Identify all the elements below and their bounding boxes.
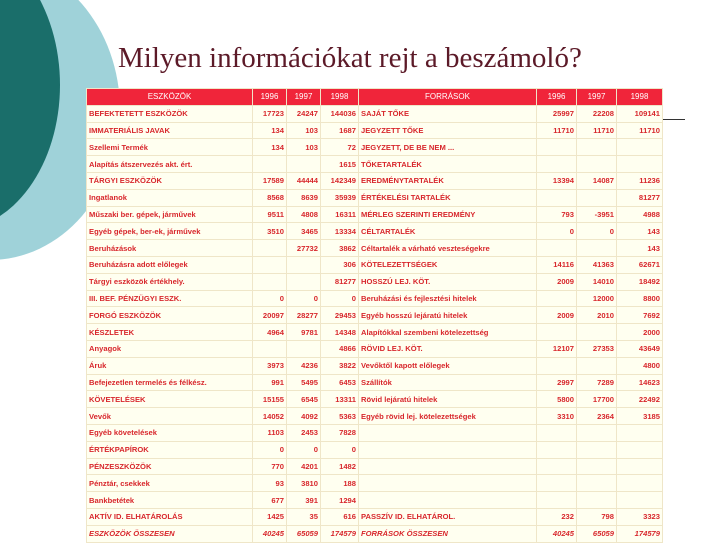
liability-value-1998: 3323 (617, 508, 663, 525)
asset-label: Befejezetlen termelés és félkész. (87, 374, 253, 391)
liability-label: EREDMÉNYTARTALÉK (359, 172, 537, 189)
asset-label: Egyéb követelések (87, 424, 253, 441)
asset-value-1997 (287, 256, 321, 273)
asset-label: IMMATERIÁLIS JAVAK (87, 122, 253, 139)
liability-value-1998: 11236 (617, 172, 663, 189)
asset-value-1998: 7828 (321, 424, 359, 441)
table-row (87, 273, 663, 290)
asset-label: Egyéb gépek, ber-ek, járművek (87, 223, 253, 240)
liability-value-1996: 2009 (537, 273, 577, 290)
asset-value-1996: 0 (253, 290, 287, 307)
asset-value-1998: 144036 (321, 105, 359, 122)
liability-value-1996 (537, 475, 577, 492)
liability-label: TŐKETARTALÉK (359, 156, 537, 173)
asset-value-1998: 35939 (321, 189, 359, 206)
liability-label: Vevőktől kapott előlegek (359, 357, 537, 374)
header-year: 1996 (537, 89, 577, 106)
liability-value-1998: 14623 (617, 374, 663, 391)
header-year: 1998 (617, 89, 663, 106)
asset-value-1996: 134 (253, 139, 287, 156)
asset-value-1997: 27732 (287, 240, 321, 257)
divider-line (662, 119, 685, 120)
liability-value-1996: 2009 (537, 307, 577, 324)
table-row (87, 441, 663, 458)
asset-value-1996: 1103 (253, 424, 287, 441)
table-row (87, 357, 663, 374)
liability-value-1998: 43649 (617, 340, 663, 357)
asset-value-1996: 991 (253, 374, 287, 391)
asset-value-1996 (253, 273, 287, 290)
liability-value-1998: 143 (617, 223, 663, 240)
asset-value-1996: 40245 (253, 525, 287, 542)
liability-label: Egyéb rövid lej. kötelezettségek (359, 408, 537, 425)
asset-value-1997: 103 (287, 122, 321, 139)
asset-value-1998: 1294 (321, 492, 359, 509)
asset-value-1997: 4092 (287, 408, 321, 425)
liability-label: Egyéb hosszú lejáratú hitelek (359, 307, 537, 324)
liability-label: KÖTELEZETTSÉGEK (359, 256, 537, 273)
asset-label: PÉNZESZKÖZÖK (87, 458, 253, 475)
liability-value-1997 (577, 424, 617, 441)
asset-value-1997: 8639 (287, 189, 321, 206)
asset-value-1998: 72 (321, 139, 359, 156)
asset-value-1997: 103 (287, 139, 321, 156)
liability-value-1998: 8800 (617, 290, 663, 307)
asset-value-1998: 306 (321, 256, 359, 273)
asset-label: Szellemi Termék (87, 139, 253, 156)
asset-value-1998: 3862 (321, 240, 359, 257)
table-row (87, 290, 663, 307)
asset-value-1996: 20097 (253, 307, 287, 324)
liability-value-1996 (537, 441, 577, 458)
asset-value-1997 (287, 156, 321, 173)
header-assets: ESZKÖZÖK (87, 89, 253, 106)
liability-value-1998 (617, 458, 663, 475)
asset-value-1997: 4201 (287, 458, 321, 475)
asset-value-1996: 3973 (253, 357, 287, 374)
liability-value-1997 (577, 492, 617, 509)
asset-label: Alapítás átszervezés akt. ért. (87, 156, 253, 173)
liability-value-1996: 25997 (537, 105, 577, 122)
liability-value-1998 (617, 441, 663, 458)
liability-value-1997: 2010 (577, 307, 617, 324)
liability-value-1996: 40245 (537, 525, 577, 542)
liability-value-1998: 143 (617, 240, 663, 257)
asset-value-1996: 93 (253, 475, 287, 492)
liability-label: CÉLTARTALÉK (359, 223, 537, 240)
liability-value-1996 (537, 492, 577, 509)
asset-value-1996 (253, 240, 287, 257)
asset-value-1996: 677 (253, 492, 287, 509)
asset-value-1998: 188 (321, 475, 359, 492)
liability-value-1997: 0 (577, 223, 617, 240)
asset-value-1996: 770 (253, 458, 287, 475)
liability-value-1996: 13394 (537, 172, 577, 189)
liability-value-1996: 3310 (537, 408, 577, 425)
table-row (87, 122, 663, 139)
asset-value-1997: 0 (287, 441, 321, 458)
header-year: 1997 (287, 89, 321, 106)
liability-label (359, 492, 537, 509)
liability-value-1998: 81277 (617, 189, 663, 206)
liability-value-1996 (537, 324, 577, 341)
liability-value-1998: 62671 (617, 256, 663, 273)
asset-value-1997: 4808 (287, 206, 321, 223)
liability-value-1998 (617, 492, 663, 509)
asset-value-1996: 1425 (253, 508, 287, 525)
liability-value-1997: -3951 (577, 206, 617, 223)
asset-value-1998: 16311 (321, 206, 359, 223)
table-header-row (87, 89, 663, 106)
asset-value-1998: 174579 (321, 525, 359, 542)
table-row (87, 256, 663, 273)
asset-value-1997: 3465 (287, 223, 321, 240)
liability-value-1996: 2997 (537, 374, 577, 391)
header-year: 1998 (321, 89, 359, 106)
liability-label: Beruházási és fejlesztési hitelek (359, 290, 537, 307)
asset-value-1996: 17589 (253, 172, 287, 189)
asset-label: KÖVETELÉSEK (87, 391, 253, 408)
asset-label: Ingatlanok (87, 189, 253, 206)
asset-value-1998: 616 (321, 508, 359, 525)
liability-value-1998: 4988 (617, 206, 663, 223)
liability-value-1997 (577, 458, 617, 475)
liability-label (359, 475, 537, 492)
asset-value-1996 (253, 156, 287, 173)
liability-value-1996: 0 (537, 223, 577, 240)
asset-value-1996: 134 (253, 122, 287, 139)
liability-value-1998: 7692 (617, 307, 663, 324)
asset-value-1998: 1615 (321, 156, 359, 173)
asset-value-1996: 9511 (253, 206, 287, 223)
table-row (87, 223, 663, 240)
asset-value-1998: 0 (321, 441, 359, 458)
liability-value-1998: 11710 (617, 122, 663, 139)
asset-value-1996: 17723 (253, 105, 287, 122)
asset-label: Anyagok (87, 340, 253, 357)
liability-value-1997 (577, 139, 617, 156)
asset-value-1996: 0 (253, 441, 287, 458)
asset-value-1996: 4964 (253, 324, 287, 341)
liability-value-1997: 65059 (577, 525, 617, 542)
liability-value-1996 (537, 156, 577, 173)
liability-value-1996: 793 (537, 206, 577, 223)
asset-value-1998: 1482 (321, 458, 359, 475)
asset-label: Beruházásra adott előlegek (87, 256, 253, 273)
table-row (87, 475, 663, 492)
liability-label (359, 424, 537, 441)
asset-value-1998: 5363 (321, 408, 359, 425)
liability-value-1997 (577, 189, 617, 206)
table-row (87, 189, 663, 206)
liability-label: SAJÁT TŐKE (359, 105, 537, 122)
liability-value-1997: 11710 (577, 122, 617, 139)
liability-value-1996: 11710 (537, 122, 577, 139)
header-year: 1997 (577, 89, 617, 106)
liability-value-1996 (537, 357, 577, 374)
table-row (87, 340, 663, 357)
asset-label: Pénztár, csekkek (87, 475, 253, 492)
asset-value-1997: 28277 (287, 307, 321, 324)
asset-value-1997: 5495 (287, 374, 321, 391)
liability-value-1996 (537, 139, 577, 156)
asset-label: Tárgyi eszközök értékhely. (87, 273, 253, 290)
liability-value-1998: 109141 (617, 105, 663, 122)
asset-value-1997: 0 (287, 290, 321, 307)
table-row (87, 307, 663, 324)
liability-value-1997 (577, 240, 617, 257)
header-liabilities: FORRÁSOK (359, 89, 537, 106)
asset-value-1996: 3510 (253, 223, 287, 240)
asset-value-1997: 391 (287, 492, 321, 509)
asset-value-1996 (253, 340, 287, 357)
asset-label: Beruházások (87, 240, 253, 257)
liability-label: HOSSZÚ LEJ. KÖT. (359, 273, 537, 290)
table-row (87, 139, 663, 156)
table-row (87, 172, 663, 189)
asset-label: Áruk (87, 357, 253, 374)
asset-value-1998: 142349 (321, 172, 359, 189)
asset-label: TÁRGYI ESZKÖZÖK (87, 172, 253, 189)
liability-value-1998: 18492 (617, 273, 663, 290)
liability-value-1997 (577, 357, 617, 374)
table-row (87, 206, 663, 223)
asset-value-1997: 35 (287, 508, 321, 525)
asset-value-1998: 29453 (321, 307, 359, 324)
asset-value-1997: 4236 (287, 357, 321, 374)
liability-value-1998 (617, 139, 663, 156)
asset-value-1998: 13311 (321, 391, 359, 408)
liability-value-1997 (577, 441, 617, 458)
liability-value-1996 (537, 240, 577, 257)
liability-label: PASSZÍV ID. ELHATÁROL. (359, 508, 537, 525)
asset-label: ÉRTÉKPAPÍROK (87, 441, 253, 458)
liability-value-1996 (537, 424, 577, 441)
table-row (87, 324, 663, 341)
liability-value-1997 (577, 475, 617, 492)
asset-label: Vevők (87, 408, 253, 425)
asset-label: Műszaki ber. gépek, járművek (87, 206, 253, 223)
liability-label: FORRÁSOK ÖSSZESEN (359, 525, 537, 542)
asset-value-1996 (253, 256, 287, 273)
asset-label: AKTÍV ID. ELHATÁROLÁS (87, 508, 253, 525)
liability-label: JEGYZETT, DE BE NEM ... (359, 139, 537, 156)
liability-value-1997: 41363 (577, 256, 617, 273)
asset-value-1998: 6453 (321, 374, 359, 391)
asset-value-1997 (287, 273, 321, 290)
asset-value-1998: 0 (321, 290, 359, 307)
liability-label: JEGYZETT TŐKE (359, 122, 537, 139)
liability-value-1996 (537, 189, 577, 206)
liability-label: MÉRLEG SZERINTI EREDMÉNY (359, 206, 537, 223)
liability-label: ÉRTÉKELÉSI TARTALÉK (359, 189, 537, 206)
liability-value-1997 (577, 324, 617, 341)
asset-value-1998: 14348 (321, 324, 359, 341)
liability-value-1998: 174579 (617, 525, 663, 542)
asset-value-1997 (287, 340, 321, 357)
table-row (87, 458, 663, 475)
table-row (87, 424, 663, 441)
liability-label: Szállítók (359, 374, 537, 391)
asset-value-1998: 1687 (321, 122, 359, 139)
liability-value-1997: 2364 (577, 408, 617, 425)
liability-label: Céltartalék a várható veszteségekre (359, 240, 537, 257)
asset-label: KÉSZLETEK (87, 324, 253, 341)
table-row (87, 525, 663, 542)
asset-value-1997: 2453 (287, 424, 321, 441)
liability-label: Alapítókkal szembeni kötelezettség (359, 324, 537, 341)
liability-value-1997: 27353 (577, 340, 617, 357)
asset-label: BEFEKTETETT ESZKÖZÖK (87, 105, 253, 122)
liability-value-1997: 22208 (577, 105, 617, 122)
liability-value-1996 (537, 290, 577, 307)
liability-label (359, 441, 537, 458)
asset-value-1996: 14052 (253, 408, 287, 425)
table-row (87, 408, 663, 425)
liability-value-1997: 798 (577, 508, 617, 525)
liability-value-1998 (617, 475, 663, 492)
asset-label: III. BEF. PÉNZÜGYI ESZK. (87, 290, 253, 307)
table-row (87, 492, 663, 509)
balance-sheet-table (86, 88, 663, 543)
liability-value-1997: 14010 (577, 273, 617, 290)
liability-label: RÖVID LEJ. KÖT. (359, 340, 537, 357)
asset-value-1998: 4866 (321, 340, 359, 357)
asset-value-1998: 81277 (321, 273, 359, 290)
asset-value-1997: 6545 (287, 391, 321, 408)
asset-value-1997: 65059 (287, 525, 321, 542)
liability-value-1996: 5800 (537, 391, 577, 408)
table-row (87, 374, 663, 391)
liability-value-1996: 232 (537, 508, 577, 525)
liability-value-1998 (617, 424, 663, 441)
asset-value-1997: 9781 (287, 324, 321, 341)
liability-value-1998 (617, 156, 663, 173)
asset-value-1996: 15155 (253, 391, 287, 408)
slide-title: Milyen információkat rejt a beszámoló? (118, 42, 582, 74)
table-row (87, 240, 663, 257)
table-row (87, 156, 663, 173)
asset-value-1998: 3822 (321, 357, 359, 374)
table-row (87, 391, 663, 408)
table-row (87, 508, 663, 525)
table-row (87, 105, 663, 122)
liability-value-1997: 12000 (577, 290, 617, 307)
liability-label (359, 458, 537, 475)
liability-value-1998: 4800 (617, 357, 663, 374)
liability-value-1998: 3185 (617, 408, 663, 425)
liability-value-1996 (537, 458, 577, 475)
asset-value-1998: 13334 (321, 223, 359, 240)
liability-value-1997 (577, 156, 617, 173)
liability-label: Rövid lejáratú hitelek (359, 391, 537, 408)
liability-value-1998: 2000 (617, 324, 663, 341)
asset-label: ESZKÖZÖK ÖSSZESEN (87, 525, 253, 542)
liability-value-1997: 7289 (577, 374, 617, 391)
asset-label: FORGÓ ESZKÖZÖK (87, 307, 253, 324)
liability-value-1996: 14116 (537, 256, 577, 273)
liability-value-1997: 17700 (577, 391, 617, 408)
liability-value-1997: 14087 (577, 172, 617, 189)
asset-label: Bankbetétek (87, 492, 253, 509)
header-year: 1996 (253, 89, 287, 106)
asset-value-1997: 44444 (287, 172, 321, 189)
liability-value-1998: 22492 (617, 391, 663, 408)
liability-value-1996: 12107 (537, 340, 577, 357)
asset-value-1997: 24247 (287, 105, 321, 122)
asset-value-1997: 3810 (287, 475, 321, 492)
asset-value-1996: 8568 (253, 189, 287, 206)
